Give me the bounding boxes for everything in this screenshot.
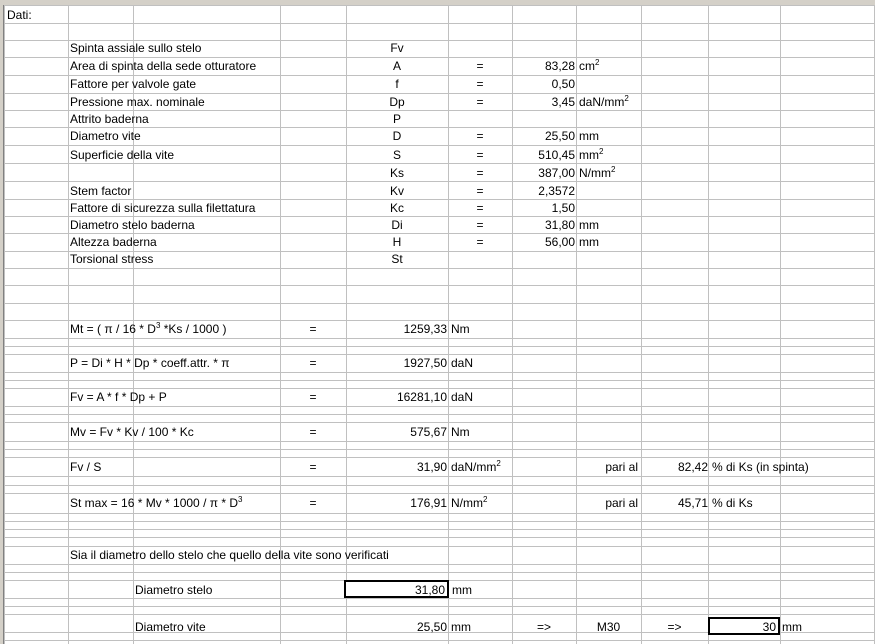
param-value: 56,00	[544, 235, 575, 249]
row-gridline	[4, 493, 875, 494]
percent-value: 82,42	[677, 460, 708, 474]
pari-al-label: pari al	[605, 496, 638, 510]
row-gridline	[4, 285, 875, 286]
param-symbol: f	[395, 77, 399, 91]
row-gridline	[4, 145, 875, 146]
param-symbol: P	[392, 112, 401, 126]
row-gridline	[4, 380, 875, 381]
formula-p: P = Di * H * Dp * coeff.attr. * π	[70, 356, 230, 370]
param-label: Torsional stress	[70, 252, 154, 266]
param-value: 3,45	[551, 95, 575, 109]
pari-al-label: pari al	[605, 460, 638, 474]
param-symbol: A	[392, 59, 401, 73]
param-equals: =	[476, 201, 484, 215]
formula-value: 1259,33	[403, 322, 447, 336]
formula-unit: $N/mm^2$	[451, 495, 488, 510]
stem-diameter-label: Diametro stelo	[135, 583, 213, 597]
row-gridline	[4, 23, 875, 24]
row-gridline	[4, 606, 875, 607]
row-gridline	[4, 268, 875, 269]
param-value: 387,00	[538, 166, 575, 180]
row-gridline	[4, 457, 875, 458]
row-gridline	[4, 181, 875, 182]
row-gridline	[4, 441, 875, 442]
row-gridline	[4, 614, 875, 615]
row-gridline	[4, 476, 875, 477]
stem-diameter-value: 31,80	[414, 583, 445, 597]
formula-equals: =	[309, 322, 317, 336]
formula-unit: daN/$mm^2$	[451, 459, 501, 474]
param-symbol: S	[392, 148, 401, 162]
dati-label: Dati:	[7, 8, 32, 22]
row-gridline	[4, 572, 875, 573]
percent-note: % di Ks	[712, 496, 753, 510]
row-gridline	[4, 303, 875, 304]
param-label: Fattore di sicurezza sulla filettatura	[70, 201, 256, 215]
formula-value: 1927,50	[403, 356, 447, 370]
row-gridline	[4, 449, 875, 450]
param-label: Spinta assiale sullo stelo	[70, 41, 202, 55]
row-gridline	[4, 372, 875, 373]
param-symbol: Ks	[389, 166, 404, 180]
param-label: Diametro stelo baderna	[70, 218, 195, 232]
percent-value: 45,71	[677, 496, 708, 510]
row-gridline	[4, 529, 875, 530]
formula-value: 176,91	[410, 496, 447, 510]
thread-size: M30	[596, 620, 621, 634]
row-gridline	[4, 338, 875, 339]
column-gridline	[68, 5, 69, 644]
param-equals: =	[476, 166, 484, 180]
formula-equals: =	[309, 356, 317, 370]
param-equals: =	[476, 235, 484, 249]
param-symbol: Dp	[389, 95, 405, 109]
param-value: 2,3572	[538, 184, 575, 198]
row-gridline	[4, 406, 875, 407]
param-unit: $mm^2$	[579, 147, 604, 162]
column-gridline	[4, 5, 5, 644]
param-unit: $N/mm^2$	[579, 165, 616, 180]
param-equals: =	[476, 77, 484, 91]
percent-note: % di Ks (in spinta)	[712, 460, 809, 474]
param-symbol: Kv	[389, 184, 404, 198]
param-symbol: Di	[391, 218, 403, 232]
row-gridline	[4, 537, 875, 538]
formula-equals: =	[309, 425, 317, 439]
param-value: 0,50	[551, 77, 575, 91]
param-equals: =	[476, 148, 484, 162]
row-gridline	[4, 5, 875, 6]
param-unit: mm	[579, 218, 599, 232]
param-label: Altezza baderna	[70, 235, 157, 249]
stem-diameter-unit: mm	[452, 583, 472, 597]
formula-st-max: St $\max = 16 * Mv * 1000 / \pi * D^3$	[70, 495, 243, 510]
formula-unit: daN	[451, 390, 474, 404]
screw-diameter-unit: mm	[451, 620, 471, 634]
param-equals: =	[476, 59, 484, 73]
screw-diameter-value: 25,50	[416, 620, 447, 634]
row-gridline	[4, 513, 875, 514]
row-gridline	[4, 422, 875, 423]
param-label: Pressione max. nominale	[70, 95, 205, 109]
formula-unit: Nm	[451, 322, 470, 336]
arrow-1: =>	[536, 620, 551, 634]
conclusion-text: Sia il diametro dello stelo che quello della vite sono verificati	[70, 548, 389, 562]
param-unit: daN/$mm^2$	[579, 94, 629, 109]
formula-value: 575,67	[410, 425, 447, 439]
formula-mv: Mv = Fv * Kv / 100 * Kc	[70, 425, 194, 439]
arrow-2: =>	[667, 620, 682, 634]
formula-value: 31,90	[416, 460, 447, 474]
param-value: 31,80	[544, 218, 575, 232]
formula-equals: =	[309, 496, 317, 510]
param-symbol: Fv	[390, 41, 404, 55]
formula-unit: Nm	[451, 425, 470, 439]
param-label: Fattore per valvole gate	[70, 77, 197, 91]
param-label: Diametro vite	[70, 129, 141, 143]
formula-fv-s: Fv / S	[70, 460, 102, 474]
param-label: Stem factor	[70, 184, 132, 198]
param-symbol: Kc	[389, 201, 404, 215]
param-equals: =	[476, 129, 484, 143]
row-gridline	[4, 414, 875, 415]
row-gridline	[4, 485, 875, 486]
param-value: 83,28	[544, 59, 575, 73]
row-gridline	[4, 598, 875, 599]
formula-equals: =	[309, 460, 317, 474]
formula-unit: daN	[451, 356, 474, 370]
row-gridline	[4, 640, 875, 641]
param-unit: mm	[579, 235, 599, 249]
param-value: 510,45	[538, 148, 575, 162]
row-gridline	[4, 521, 875, 522]
formula-value: 16281,10	[396, 390, 447, 404]
column-gridline	[641, 5, 642, 644]
row-gridline	[4, 346, 875, 347]
param-symbol: H	[392, 235, 402, 249]
column-gridline	[708, 5, 709, 644]
param-label: Superficie della vite	[70, 148, 175, 162]
formula-equals: =	[309, 390, 317, 404]
param-value: 25,50	[544, 129, 575, 143]
formula-mt: Mt = ( π / $16 * D^3$ *Ks / 1000 )	[70, 321, 227, 336]
param-symbol: St	[391, 252, 403, 266]
param-equals: =	[476, 95, 484, 109]
param-equals: =	[476, 218, 484, 232]
param-symbol: D	[392, 129, 402, 143]
param-unit: mm	[579, 129, 599, 143]
screw-size-unit: mm	[782, 620, 802, 634]
param-value: 1,50	[551, 201, 575, 215]
screw-diameter-label: Diametro vite	[135, 620, 206, 634]
param-label: Attrito baderna	[70, 112, 149, 126]
row-gridline	[4, 564, 875, 565]
column-gridline	[780, 5, 781, 644]
param-unit: $cm^2$	[579, 58, 600, 73]
formula-fv: Fv = A * f * Dp + P	[70, 390, 167, 404]
column-gridline	[576, 5, 577, 644]
param-equals: =	[476, 184, 484, 198]
row-gridline	[4, 163, 875, 164]
param-label: Area di spinta della sede otturatore	[70, 59, 257, 73]
screw-size-value: 30	[762, 620, 776, 634]
